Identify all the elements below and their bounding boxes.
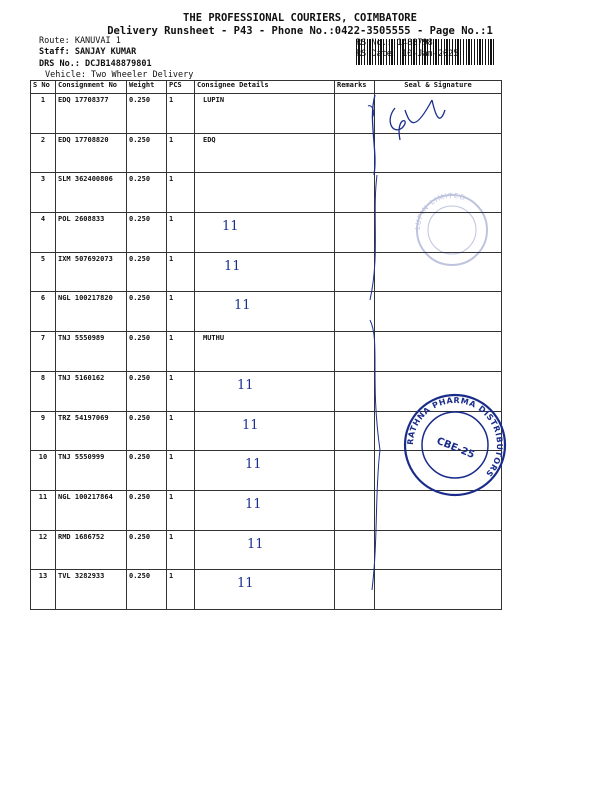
- row-sno-text: 11: [38, 492, 48, 501]
- runsheet-title: Delivery Runsheet - P43 - Phone No.:0422-3505555 - Page No.:1: [107, 25, 493, 37]
- row-consignee-text: EDQ: [203, 135, 216, 144]
- row-consignment-text: TVL 3282933: [58, 572, 105, 581]
- row-sno-text: 6: [40, 294, 46, 303]
- row-sno-text: 4: [40, 215, 46, 224]
- row-consignment-text: IXM 507692073: [58, 254, 113, 263]
- signature-scrawl: [372, 95, 445, 175]
- company-title: THE PROFESSIONAL COURIERS, COIMBATORE: [183, 12, 417, 24]
- row-pcs-text: 1: [169, 373, 174, 382]
- row-weight-text: 0.250: [129, 453, 151, 462]
- row-sno-text: 1: [40, 96, 46, 104]
- row-pcs-text: 1: [169, 572, 174, 581]
- svg-text:LUPIN LIMITED: [414, 192, 467, 230]
- col-weight: Weight: [127, 81, 167, 94]
- stamp-center-text: CBE-25: [434, 435, 476, 461]
- row-weight-text: 0.250: [129, 294, 151, 303]
- row-pcs-text: 1: [169, 215, 174, 224]
- row-sno-text: 9: [40, 413, 46, 422]
- row-weight-text: 0.250: [129, 572, 151, 581]
- row-consignment-text: TNJ 5160162: [58, 373, 105, 382]
- row-consignment-text: NGL 100217820: [58, 294, 113, 303]
- row-pcs-text: 1: [169, 254, 174, 263]
- rs-date: RS Date: 10-Jan-2025: [356, 49, 459, 59]
- col-remarks: Remarks: [335, 81, 375, 94]
- route-label: Route: KANUVAI 1: [39, 36, 121, 46]
- row-pcs-text: 1: [169, 334, 174, 343]
- rathna-stamp: [405, 395, 505, 495]
- row-pcs-text: 1: [169, 492, 174, 501]
- row-pcs-text: 1: [169, 532, 174, 541]
- vehicle-label: Vehicle: Two Wheeler Delivery: [45, 70, 194, 80]
- staff-label: Staff: SANJAY KUMAR: [39, 47, 137, 57]
- row-consignment-text: NGL 100217864: [58, 492, 113, 501]
- row-consignment-text: TNJ 5550999: [58, 453, 105, 462]
- row-weight-text: 0.250: [129, 254, 151, 263]
- col-sno: S No: [31, 81, 56, 94]
- col-consignee: Consignee Details: [195, 81, 335, 94]
- row-weight-text: 0.250: [129, 413, 151, 422]
- row-pcs-text: 1: [169, 96, 174, 104]
- row-weight-text: 0.250: [129, 532, 151, 541]
- row-weight-text: 0.250: [129, 175, 151, 184]
- row-sno-text: 13: [38, 572, 48, 581]
- row-pcs-text: 1: [169, 294, 174, 303]
- handwritten-ditto-mark: 11: [247, 536, 264, 552]
- row-sno-text: 8: [40, 373, 46, 382]
- lupin-stamp: [414, 192, 487, 265]
- stamp-top-text: LUPIN LIMITED: [413, 191, 468, 231]
- row-consignment-text: EDQ 17708820: [58, 135, 109, 144]
- handwritten-ditto-mark: 11: [222, 219, 239, 235]
- row-weight-text: 0.250: [129, 334, 151, 343]
- row-weight-text: 0.250: [129, 492, 151, 501]
- rs-number: RS No.: 1488798: [356, 38, 433, 48]
- row-consignment-text: TNJ 5550989: [58, 334, 105, 343]
- drs-number: DRS No.: DCJB148879801: [39, 59, 152, 69]
- row-sno-text: 10: [38, 453, 48, 462]
- stamp-bottom-text: RATHNA PHARMA DISTRIBUTORS: [405, 395, 505, 479]
- row-consignment-text: TRZ 54197069: [58, 413, 109, 422]
- col-consignment: Consignment No: [56, 81, 127, 94]
- row-pcs-text: 1: [169, 175, 174, 184]
- row-sno-text: 12: [38, 532, 48, 541]
- row-pcs-text: 1: [169, 453, 174, 462]
- row-sno-text: 5: [40, 254, 46, 263]
- col-seal-signature: Seal & Signature: [375, 81, 502, 94]
- col-pcs: PCS: [167, 81, 195, 94]
- handwritten-ditto-mark: 11: [234, 298, 251, 314]
- handwritten-ditto-mark: 11: [237, 576, 254, 592]
- row-pcs-text: 1: [169, 135, 174, 144]
- handwritten-ditto-mark: 11: [245, 457, 262, 473]
- row-weight-text: 0.250: [129, 135, 151, 144]
- handwritten-ditto-mark: 11: [245, 496, 262, 512]
- row-sno-text: 2: [40, 135, 46, 144]
- bracket-line-2: [370, 320, 380, 590]
- handwritten-ditto-mark: 11: [242, 417, 259, 433]
- row-sno-text: 7: [40, 334, 46, 343]
- row-consignment-text: SLM 362400806: [58, 175, 113, 184]
- row-sno-text: 3: [40, 175, 46, 184]
- handwritten-ditto-mark: 11: [224, 258, 241, 274]
- row-weight-text: 0.250: [129, 215, 151, 224]
- handwritten-ditto-mark: 11: [237, 377, 254, 393]
- row-consignment-text: POL 2608833: [58, 215, 105, 224]
- bracket-line-1: [370, 175, 377, 300]
- row-weight-text: 0.250: [129, 96, 151, 104]
- row-consignee-text: MUTHU: [203, 334, 225, 343]
- row-pcs-text: 1: [169, 413, 174, 422]
- row-consignee-text: LUPIN: [203, 96, 225, 104]
- row-consignment-text: EDQ 17708377: [58, 96, 109, 104]
- row-weight-text: 0.250: [129, 373, 151, 382]
- row-consignment-text: RMD 1686752: [58, 532, 105, 541]
